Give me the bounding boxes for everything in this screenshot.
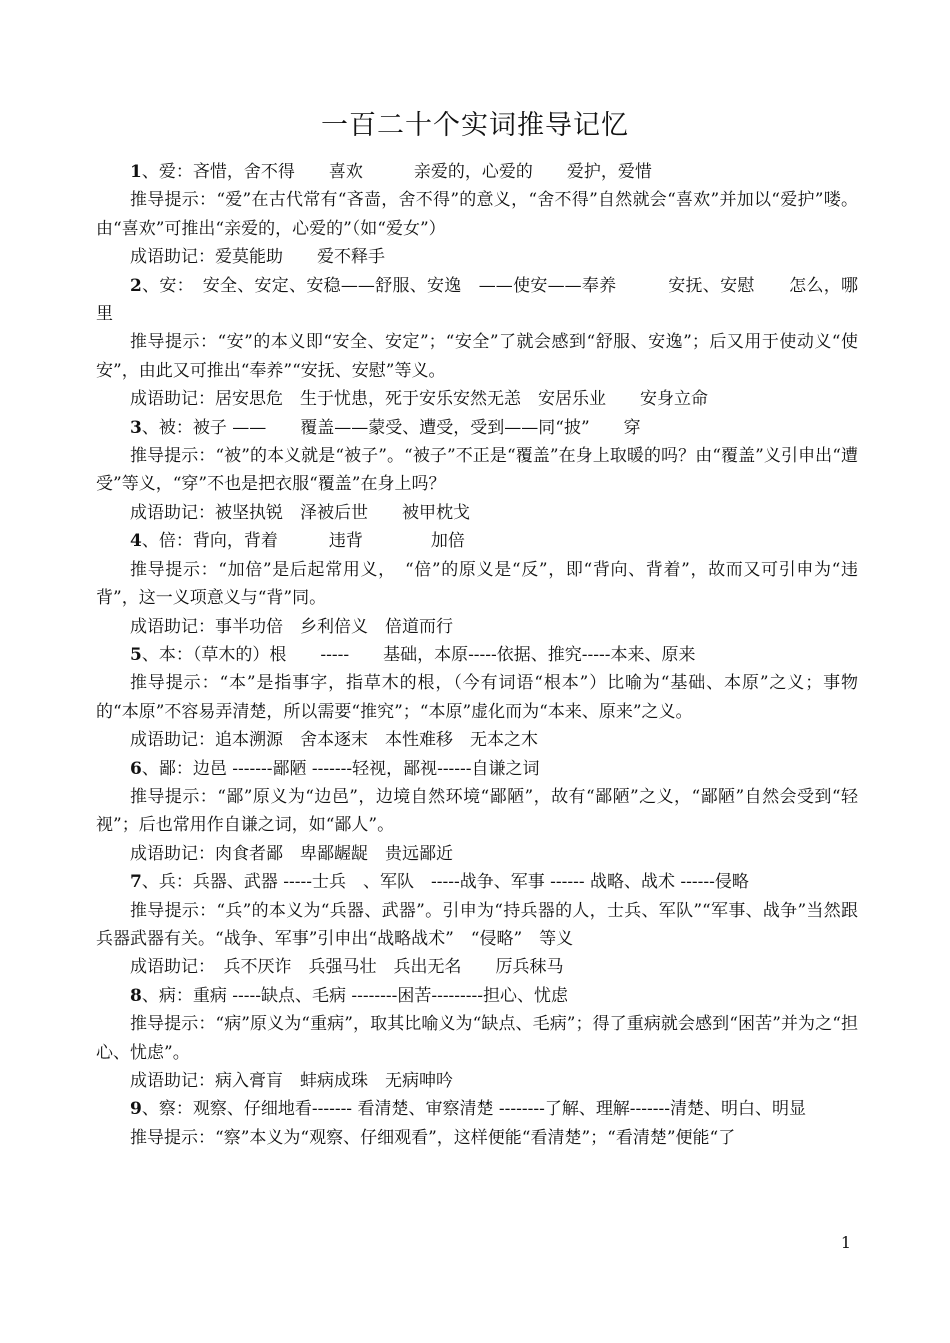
entry-hint: 推导提示：“加倍”是后起常用义， “倍”的原义是“反”，即“背向、背着”，故而又可引申为“违背”，这一义项意义与“背”同。 [96, 559, 858, 609]
entry-definition [96, 982, 858, 1010]
entry [96, 641, 858, 755]
entries-list [96, 158, 858, 1152]
entry-definition [96, 641, 858, 669]
entry [96, 527, 858, 641]
entry-definition-text: 、倍：背向，背着 违背 加倍 [141, 531, 465, 552]
entry-number: 6 [130, 758, 142, 779]
entry-hint: 推导提示：“鄙”原义为“边邑”，边境自然环境“鄙陋”，故有“鄙陋”之义，“鄙陋”自然会受到“轻视”；后也常用作自谦之词，如“鄙人”。 [96, 786, 858, 836]
entry-definition [96, 868, 858, 896]
entry-number: 7 [130, 872, 142, 893]
entry-hint: 推导提示：“察”本义为“观察、仔细观看”，这样便能“看清楚”；“看清楚”便能“了 [130, 1127, 736, 1148]
entry-number: 3 [130, 417, 142, 438]
page-title: 一百二十个实词推导记忆 [321, 110, 629, 141]
entry-definition [96, 1095, 858, 1123]
entry-number: 8 [130, 985, 142, 1006]
entry-number: 4 [130, 531, 142, 552]
entry-definition-text: 、爱：吝惜，舍不得 喜欢 亲爱的，心爱的 爱护，爱惜 [141, 162, 652, 182]
entry-number: 1 [130, 162, 142, 182]
entry-idiom: 成语助记：事半功倍 乡利倍义 倍道而行 [130, 616, 453, 637]
entry-definition [96, 414, 858, 442]
entry-idiom: 成语助记：居安思危 生于忧患，死于安乐安然无恙 安居乐业 安身立命 [130, 389, 708, 410]
entry [96, 158, 858, 272]
page-number: 1 [840, 1233, 852, 1252]
entry-idiom: 成语助记：肉食者鄙 卑鄙龌龊 贵远鄙近 [130, 843, 453, 864]
entry-hint: 推导提示：“本”是指事字，指草木的根，（今有词语“根本”）比喻为“基础、本原”之义；事物的“本原”不容易弄清楚，所以需要“推究”；“本原”虚化而为“本来、原来”之义。 [96, 673, 858, 722]
entry-hint: 推导提示：“安”的本义即“安全、安定”；“安全”了就会感到“舒服、安逸”；后又用于使动义“使安”，由此又可推出“奉养”“安抚、安慰”等义。 [96, 332, 858, 381]
entry-number: 9 [130, 1099, 142, 1120]
entry-idiom: 成语助记： 兵不厌诈 兵强马壮 兵出无名 厉兵秣马 [130, 957, 564, 978]
entry-idiom: 成语助记：被坚执锐 泽被后世 被甲枕戈 [130, 502, 470, 523]
entry-definition-text: 、病：重病 -----缺点、毛病 --------困苦---------担心、忧虑 [141, 985, 569, 1006]
entry-hint: 推导提示：“被”的本义就是“被子”。“被子”不正是“覆盖”在身上取暖的吗？由“覆盖”义引申出“遭受”等义，“穿”不也是把衣服“覆盖”在身上吗？ [96, 446, 858, 495]
entry-definition-text: 、被：被子 —— 覆盖——蒙受、遭受，受到——同“披” 穿 [141, 417, 641, 438]
entry-definition [96, 158, 858, 186]
entry-definition-text: 、安： 安全、安定、安稳——舒服、安逸 ——使安——奉养 安抚、安慰 怎么，哪里 [96, 275, 858, 325]
entry-definition [96, 272, 858, 329]
entry-hint: 推导提示：“爱”在古代常有“吝啬，舍不得”的意义，“舍不得”自然就会“喜欢”并加以“爱护”喽。由“喜欢”可推出“亲爱的，心爱的”（如“爱女”） [96, 190, 858, 239]
entry [96, 982, 858, 1096]
entry-idiom: 成语助记：追本溯源 舍本逐末 本性难移 无本之木 [130, 730, 538, 751]
entry [96, 755, 858, 869]
entry [96, 414, 858, 528]
entry-number: 2 [130, 275, 142, 296]
entry-hint: 推导提示：“兵”的本义为“兵器、武器”。引申为“持兵器的人，士兵、军队”“军事、战争”当然跟兵器武器有关。“战争、军事”引申出“战略战术” “侵略” 等义 [96, 900, 858, 949]
entry [96, 272, 858, 414]
entry-definition-text: 、察：观察、仔细地看------- 看清楚、审察清楚 --------了解、理解-------清楚、明白、明显 [141, 1099, 807, 1120]
entry [96, 868, 858, 982]
entry-number: 5 [130, 644, 142, 665]
entry [96, 1095, 858, 1152]
entry-definition-text: 、鄙：边邑 -------鄙陋 -------轻视，鄙视------自谦之词 [141, 758, 540, 779]
entry-definition-text: 、本：（草木的）根 ----- 基础，本原-----依据、推究-----本来、原来 [141, 644, 696, 665]
entry-idiom: 成语助记：病入膏肓 蚌病成珠 无病呻吟 [130, 1071, 453, 1091]
entry-definition [96, 755, 858, 783]
entry-idiom: 成语助记：爱莫能助 爱不释手 [130, 247, 385, 268]
entry-definition-text: 、兵：兵器、武器 -----士兵 、军队 -----战争、军事 ------ 战略、战术 ------侵略 [141, 872, 749, 893]
entry-hint: 推导提示：“病”原义为“重病”，取其比喻义为“缺点、毛病”；得了重病就会感到“困苦”并为之“担心、忧虑”。 [96, 1014, 858, 1063]
entry-definition [96, 527, 858, 555]
